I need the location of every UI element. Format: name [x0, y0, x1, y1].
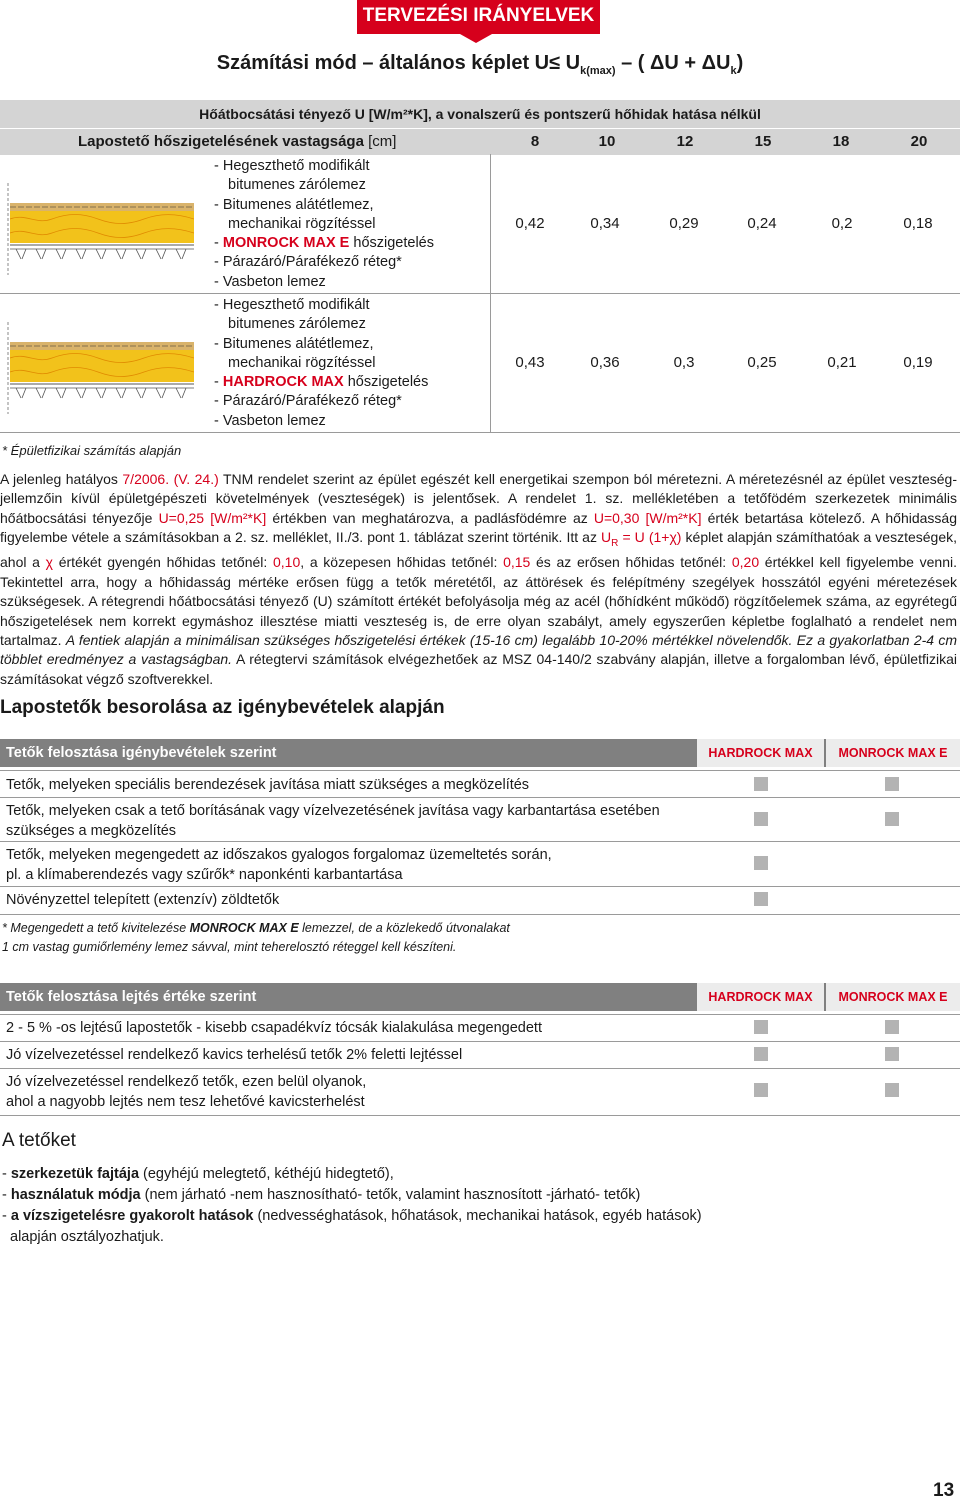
paragraph-run: TNM rendelet szerint az épület egészét kell energetikai szempon ból méretezni. A méretezésnél az épület veszteség-jellemzőin kívül épületgépészeti követelmények (veszteségek) is jelentősek. A rendelet 1. sz. mellékletében a tetőfödém szerkezetek minimális hőátbocsátási tényezője [0, 471, 958, 526]
thickness-8: 8 [530, 133, 540, 150]
row-text: Jó vízelvezetéssel rendelkező tetők, ezen belül olyanok, ahol a nagyobb lejtés nem tesz lehetővé kavicsterhelést [6, 1074, 367, 1110]
load-table-title: Tetők felosztása igénybevételek szerint [6, 745, 277, 761]
list-item: - szerkezetük fajtája (egyhéjú melegtető, kéthéjú hidegtető), [2, 1166, 394, 1182]
layer-line: bitumenes zárólemez [228, 316, 366, 333]
table-row [0, 797, 960, 842]
paragraph-run: 0,20 [731, 554, 760, 571]
check-square-hardrock [754, 1083, 768, 1097]
layer-line: - Bitumenes alátétlemez, [214, 196, 374, 213]
slope-table-title: Tetők felosztása lejtés értéke szerint [6, 989, 257, 1005]
check-square-monrock [885, 812, 899, 826]
banner-pointer [460, 34, 492, 43]
slope-table-header [0, 983, 960, 1011]
thickness-15: 15 [754, 133, 772, 150]
row-text: Növényzettel telepített (extenzív) zöldtetők [6, 892, 280, 908]
roof-section-diagram-hardrock [6, 314, 194, 424]
paragraph-run: A jelenleg hatályos [0, 471, 123, 487]
layer-line: - Hegeszthető modifikált [214, 297, 370, 313]
u-value: 0,24 [747, 215, 777, 232]
table-row [0, 1041, 960, 1069]
u-value: 0,25 [747, 354, 777, 371]
check-square-hardrock [754, 777, 768, 791]
paragraph-run: érték betartása kötelező. A hőhidasság figyelembe vétele a számításokban a 2. sz. melléklet, II./3. pont 1. táblázat szerint történik. Itt az [0, 509, 957, 546]
layer-line: - Párazáró/Párafékező réteg* [214, 254, 402, 271]
thickness-20: 20 [910, 133, 928, 150]
classification-list [2, 1164, 702, 1248]
paragraph-run: 0,10 [272, 554, 301, 571]
u-value: 0,34 [590, 215, 620, 232]
row-text: 2 - 5 % -os lejtésű lapostetők - kisebb csapadékvíz tócsák kialakulása megengedett [6, 1020, 542, 1036]
paragraph-run: U=0,25 [W/m²*K] [158, 509, 267, 526]
roof-section-diagram-monrock [6, 175, 194, 285]
row-divider [0, 432, 960, 433]
layer-line: - Vasbeton lemez [214, 273, 326, 290]
col-hardrock: HARDROCK MAX [697, 983, 824, 1011]
paragraph-run: R [611, 538, 619, 550]
thickness-12: 12 [676, 133, 694, 150]
layer-line: - MONROCK MAX E hőszigetelés [214, 235, 434, 252]
check-square-hardrock [754, 892, 768, 906]
table-row [0, 1068, 960, 1116]
layer-line: mechanikai rögzítéssel [228, 354, 376, 371]
table-row [0, 841, 960, 887]
check-square-hardrock [754, 812, 768, 826]
paragraph-run: értékben van meghatározva, a padlásfödémre az [266, 509, 594, 526]
list-item: - használatuk módja (nem járható -nem hasznosítható- tetők, valamint hasznosított -járható- tetők) [2, 1187, 641, 1203]
paragraph-run: χ [45, 554, 54, 571]
page-number: 13 [933, 1480, 955, 1501]
thickness-10: 10 [598, 133, 616, 150]
product-name-monrock: MONROCK MAX E [222, 235, 350, 252]
row-text: Tetők, melyeken speciális berendezések javítása miatt szükséges a megközelítés [6, 777, 530, 793]
column-divider [490, 154, 491, 433]
list-tail: alapján osztályozhatjuk. [10, 1229, 164, 1245]
check-square-monrock [885, 1047, 899, 1061]
u-value: 0,2 [831, 215, 853, 232]
u-value: 0,18 [903, 215, 933, 232]
closing-heading: A tetőket [2, 1130, 76, 1151]
section-title: Lapostetők besorolása az igénybevételek alapján [0, 697, 445, 718]
paragraph-run: képlet alapján számíthatóak a veszteségek, ahol a [0, 529, 958, 571]
paragraph-run: 7/2006. (V. 24.) [122, 471, 219, 487]
layer-line: bitumenes zárólemez [228, 177, 366, 194]
row-text: Jó vízelvezetéssel rendelkező kavics terhelésű tetők 2% feletti lejtéssel [6, 1047, 463, 1063]
row-text: Tetők, melyeken csak a tető borításának vagy vízelvezetésének javítása vagy karbantartása esetében szükséges a megközelítés [6, 803, 660, 839]
check-square-monrock [885, 777, 899, 791]
u-value: 0,21 [827, 354, 857, 371]
regulation-paragraph [0, 470, 957, 689]
layer-line: - Párazáró/Párafékező réteg* [214, 393, 402, 410]
check-square-hardrock [754, 856, 768, 870]
u-value: 0,42 [515, 215, 545, 232]
paragraph-run: és az erősen hőhidas tetőnél: [530, 554, 732, 571]
layer-list-monrock [214, 157, 434, 292]
paragraph-run: értékét gyengén hőhidas tetőnél: [53, 554, 273, 571]
building-physics-note: * Épületfizikai számítás alapján [2, 443, 182, 458]
layer-line: - Bitumenes alátétlemez, [214, 335, 374, 352]
check-square-hardrock [754, 1047, 768, 1061]
layer-line: - Vasbeton lemez [214, 412, 326, 429]
check-square-monrock [885, 1083, 899, 1097]
u-value: 0,3 [673, 354, 695, 371]
paragraph-run: A fentiek alapján a minimálisan szükséges hőszigetelési értékek (15-16 cm) legalább 10-20% mértékkel növelendők. Ez a gyakorlatban 2-4 cm többlet eredményez a vastagságban. [0, 632, 957, 668]
paragraph-run: U=0,30 [W/m²*K] [593, 509, 702, 526]
table-row [0, 1014, 960, 1042]
u-value: 0,19 [903, 354, 933, 371]
layer-line: mechanikai rögzítéssel [228, 215, 376, 232]
table-row [0, 886, 960, 915]
paragraph-run: = U (1+χ) [618, 529, 682, 546]
thickness-label: Lapostető hőszigetelésének vastagsága [cm] [78, 133, 397, 150]
u-value: 0,43 [515, 354, 545, 371]
walkway-footnote: * Megengedett a tető kivitelezése MONROCK MAX E lemezzel, de a közlekedő útvonalakat 1 cm vastag gumiőrlemény lemez sávval, mint teherelosztó réteggel kell készíteni. [2, 921, 510, 954]
thickness-18: 18 [832, 133, 850, 150]
product-name-hardrock: HARDROCK MAX [222, 374, 344, 391]
paragraph-run: értékkel kell figyelembe venni. Tekintettel arra, hogy a hőhidasság mértéke erősen függ a tetők méretétől, az áttörések és felépítmény szegélyek hosszától egyéni méretezések szükségesek. A rétegrendi hőátbocsátási tényező (U) számított értékét befolyásolja még az acél (hőhídként működő) rögzítőelemek száma, az egyrétegű hőszigetelések nem korrekt egymáshoz illesztése miatti veszteség is, de erre olyan szabályt, amely egyszerűen képletbe foglalható a rendelet nem tartalmaz. [0, 554, 957, 649]
load-table-header [0, 739, 960, 767]
col-monrock: MONROCK MAX E [826, 983, 960, 1011]
formula-title: Számítási mód – általános képlet $U\le U_{k(max)}$ – ( $\Delta U + \Delta U_k$) [216, 52, 744, 77]
u-value: 0,29 [669, 215, 699, 232]
thickness-header-row [0, 128, 960, 155]
col-monrock: MONROCK MAX E [826, 739, 960, 767]
row-text: Tetők, melyeken megengedett az időszakos gyalogos forgalomaz üzemeltetés során, pl. a klímaberendezés vagy szűrők* naponkénti karbantartása [6, 847, 552, 883]
paragraph-run: U [601, 529, 612, 546]
u-value: 0,36 [590, 354, 620, 371]
paragraph-run: , a közepesen hőhidas tetőnél: [300, 554, 504, 571]
layer-list-hardrock [214, 296, 428, 431]
check-square-hardrock [754, 1020, 768, 1034]
row-divider [0, 293, 960, 294]
layer-line: - Hegeszthető modifikált [214, 158, 370, 174]
col-hardrock: HARDROCK MAX [697, 739, 824, 767]
paragraph-run: 0,15 [503, 554, 531, 571]
list-item: - a vízszigetelésre gyakorolt hatások (nedvességhatások, hőhatások, mechanikai hatások, egyéb hatások) [2, 1208, 702, 1224]
u-value-table-caption: Hőátbocsátási tényező U [W/m²*K], a vonalszerű és pontszerű hőhidak hatása nélkül [0, 100, 960, 128]
section-banner: TERVEZÉSI IRÁNYELVEK [357, 0, 600, 34]
check-square-monrock [885, 1020, 899, 1034]
paragraph-run: A rétegtervi számítások elvégezhetőek az MSZ 04-140/2 szabvány alapján, illetve a forgalomban lévő, épületfizikai számításokat végző szoftverekkel. [0, 651, 957, 687]
table-row [0, 770, 960, 798]
layer-line: - HARDROCK MAX hőszigetelés [214, 374, 429, 391]
